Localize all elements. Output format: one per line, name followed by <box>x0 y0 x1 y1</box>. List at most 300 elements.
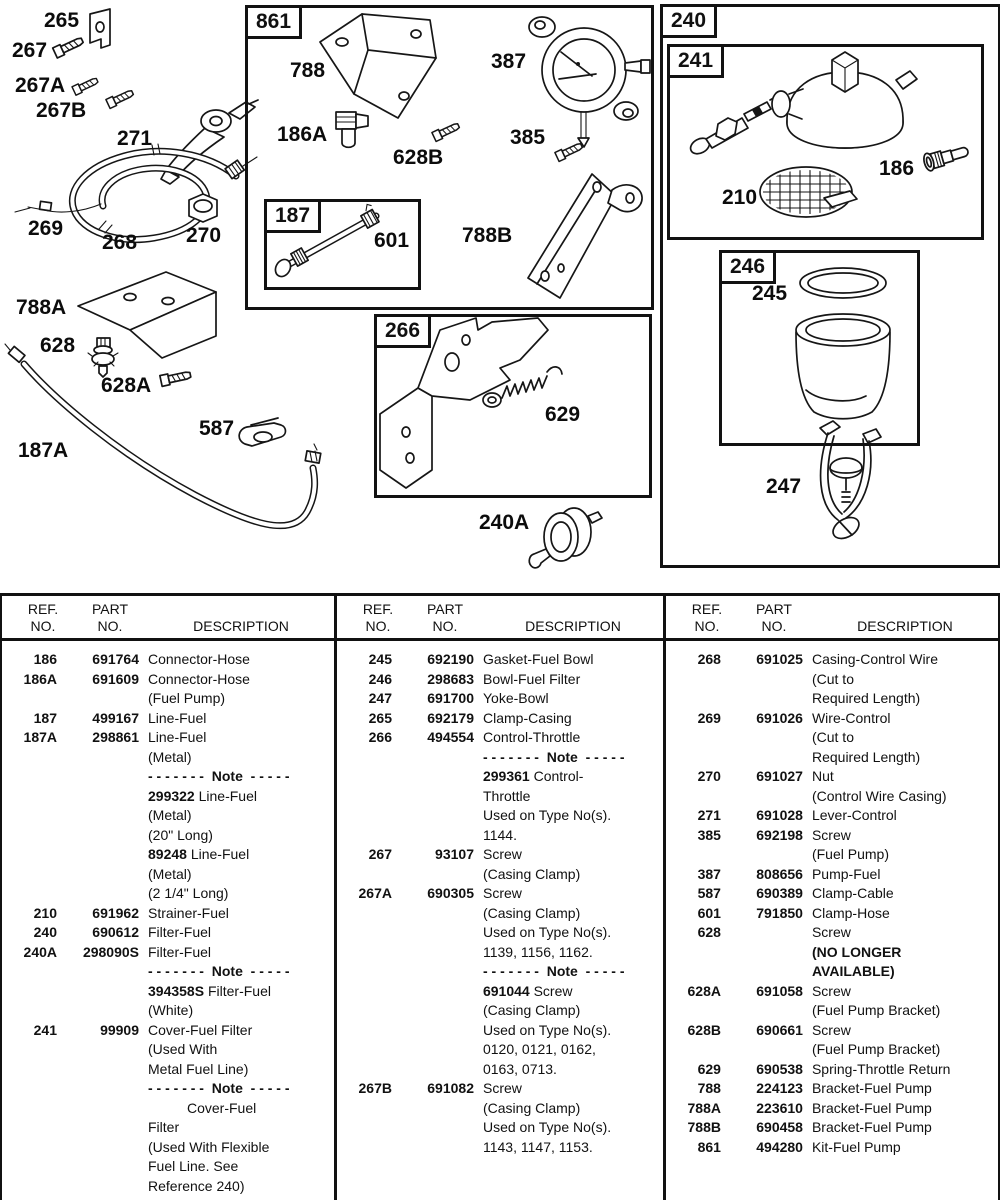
box-label: 861 <box>245 5 302 39</box>
table-row <box>666 650 998 670</box>
table-row <box>2 1157 334 1177</box>
part-no: 691058 <box>756 982 803 999</box>
part-label-628B: 628B <box>393 146 444 169</box>
ref-no: 241 <box>33 1021 57 1038</box>
part-sketch-267B <box>106 88 135 108</box>
column-header: DESCRIPTION <box>857 618 953 634</box>
ref-no: 267B <box>358 1080 392 1096</box>
part-no <box>57 1099 139 1119</box>
ref-no <box>337 904 392 924</box>
table-row <box>2 826 334 846</box>
ref-no <box>2 1001 57 1021</box>
ref-no: 267 <box>368 846 392 862</box>
table-row <box>666 689 998 709</box>
description: Yoke-Bowl <box>482 690 549 706</box>
description: Wire-Control <box>811 709 891 726</box>
description: Line-Fuel <box>148 729 207 745</box>
ref-no: 265 <box>368 709 392 726</box>
part-no <box>57 1157 139 1177</box>
part-label-210: 210 <box>722 186 758 209</box>
part-no <box>57 1079 139 1099</box>
ref-no: 186 <box>33 651 57 667</box>
table-row <box>666 1001 998 1021</box>
description: Required Length) <box>811 690 921 706</box>
table-header-group <box>2 596 334 638</box>
table-row <box>2 1177 334 1197</box>
part-no <box>392 1099 474 1119</box>
ref-no: 861 <box>697 1138 721 1155</box>
ref-no <box>337 943 392 963</box>
ref-no <box>2 806 57 826</box>
part-no <box>57 1040 139 1060</box>
ref-no <box>337 865 392 885</box>
ref-no: 628B <box>687 1021 721 1038</box>
part-label-587: 587 <box>199 417 235 440</box>
table-row <box>337 943 663 963</box>
box-label: 240 <box>660 4 717 38</box>
ref-no: 267A <box>358 885 392 901</box>
ref-no <box>2 1138 57 1158</box>
part-no: 224123 <box>756 1080 803 1096</box>
part-no: 791850 <box>756 904 803 921</box>
part-no <box>392 826 474 846</box>
description: (Cut to <box>811 729 854 745</box>
part-no <box>721 943 803 963</box>
part-label-267B: 267B <box>36 99 87 122</box>
note-divider: - - - - - - - Note - - - - - <box>148 1080 290 1096</box>
description: (Casing Clamp) <box>482 1099 581 1116</box>
part-no: 298090S <box>82 943 139 960</box>
ref-no <box>337 826 392 846</box>
box-label: 241 <box>667 44 724 78</box>
table-row <box>666 884 998 904</box>
table-column-group <box>334 641 666 1200</box>
part-no <box>721 1001 803 1021</box>
table-row <box>2 748 334 768</box>
table-row <box>337 1099 663 1119</box>
ref-no: 240A <box>23 943 57 960</box>
part-no <box>57 1060 139 1080</box>
part-no <box>57 806 139 826</box>
box-label: 266 <box>374 314 431 348</box>
table-row <box>337 650 663 670</box>
part-label-788: 788 <box>290 59 326 82</box>
description: (Used With <box>148 1041 218 1057</box>
table-row <box>2 787 334 807</box>
ref-no <box>337 923 392 943</box>
table-row <box>337 728 663 748</box>
part-label-628A: 628A <box>101 374 152 397</box>
part-sketch-267 <box>53 35 85 58</box>
ref-no: 268 <box>697 651 721 667</box>
ref-no: 240 <box>33 924 57 940</box>
column-header: DESCRIPTION <box>193 618 289 634</box>
table-row <box>666 728 998 748</box>
part-no <box>57 982 139 1002</box>
ref-no: 269 <box>697 709 721 726</box>
table-row <box>337 689 663 709</box>
part-no <box>392 1001 474 1021</box>
ref-no <box>666 689 721 709</box>
part-no: 808656 <box>756 865 803 882</box>
table-row <box>337 1001 663 1021</box>
ref-no: 245 <box>368 651 392 667</box>
table-row <box>2 962 334 982</box>
ref-no: 187A <box>23 729 57 745</box>
ref-no <box>666 787 721 807</box>
ref-no: 387 <box>697 865 721 882</box>
table-row <box>337 865 663 885</box>
table-row <box>2 767 334 787</box>
table-row <box>337 1079 663 1099</box>
description: Filter-Fuel <box>148 924 212 940</box>
ref-no <box>337 748 392 768</box>
table-row <box>337 1118 663 1138</box>
table-row <box>666 1060 998 1080</box>
description: (Fuel Pump Bracket) <box>811 1002 941 1018</box>
part-no <box>392 1118 474 1138</box>
description: Bracket-Fuel Pump <box>811 1119 932 1135</box>
description: 0120, 0121, 0162, <box>482 1041 596 1057</box>
ref-no <box>666 1040 721 1060</box>
ref-no: 587 <box>697 885 721 901</box>
part-no: 691700 <box>427 690 474 706</box>
ref-no <box>2 1157 57 1177</box>
description: Lever-Control <box>811 807 897 823</box>
table-row <box>337 923 663 943</box>
part-no <box>392 1060 474 1080</box>
table-row <box>666 923 998 943</box>
description: Pump-Fuel <box>811 865 881 882</box>
part-label-186A: 186A <box>277 123 328 146</box>
table-row <box>666 982 998 1002</box>
table-row <box>666 1099 998 1119</box>
ref-no <box>2 787 57 807</box>
description: Cover-Fuel Filter <box>148 1021 253 1038</box>
table-row <box>666 670 998 690</box>
description: Screw <box>811 826 851 843</box>
part-label-247: 247 <box>766 475 802 498</box>
ref-no: 628 <box>697 924 721 940</box>
part-no <box>57 748 139 768</box>
table-row <box>2 1001 334 1021</box>
table-row <box>666 904 998 924</box>
ref-no <box>337 767 392 787</box>
part-no: 691082 <box>427 1080 474 1096</box>
part-no <box>392 748 474 768</box>
table-row <box>337 982 663 1002</box>
part-label-240A: 240A <box>479 511 530 534</box>
part-no <box>721 845 803 865</box>
description: Screw <box>482 885 522 901</box>
table-row <box>337 748 663 768</box>
parts-table <box>0 593 1000 1200</box>
box-label: 187 <box>264 199 321 233</box>
description: Cover-Fuel <box>187 1099 257 1116</box>
part-no: 691026 <box>756 709 803 726</box>
table-row <box>666 1040 998 1060</box>
ref-no <box>2 884 57 904</box>
description: Throttle <box>482 787 531 804</box>
ref-no <box>337 787 392 807</box>
table-row <box>2 650 334 670</box>
part-sketch-240A <box>529 508 602 568</box>
note-divider: - - - - - - - Note - - - - - <box>482 748 625 765</box>
part-no <box>721 728 803 748</box>
part-label-788B: 788B <box>462 224 513 247</box>
part-label-788A: 788A <box>16 296 67 319</box>
part-no <box>721 689 803 709</box>
part-label-269: 269 <box>28 217 64 240</box>
box-label: 246 <box>719 250 776 284</box>
description: (2 1/4" Long) <box>148 885 229 901</box>
table-row <box>2 1138 334 1158</box>
part-no <box>392 923 474 943</box>
part-no: 223610 <box>756 1099 803 1116</box>
table-row <box>337 845 663 865</box>
part-no <box>392 806 474 826</box>
ref-no: 385 <box>697 826 721 843</box>
part-label-187A: 187A <box>18 439 69 462</box>
part-no <box>57 1177 139 1197</box>
table-row <box>666 787 998 807</box>
description: Bracket-Fuel Pump <box>811 1099 932 1116</box>
description: 1143, 1147, 1153. <box>482 1138 593 1155</box>
ref-no <box>2 1060 57 1080</box>
part-label-267A: 267A <box>15 74 66 97</box>
ref-no <box>2 1079 57 1099</box>
table-row <box>337 670 663 690</box>
part-no <box>57 884 139 904</box>
description: Gasket-Fuel Bowl <box>482 651 594 667</box>
description: Clamp-Casing <box>482 709 572 726</box>
table-row <box>666 865 998 885</box>
ref-no <box>337 1060 392 1080</box>
part-no <box>57 826 139 846</box>
ref-no <box>2 845 57 865</box>
table-row <box>2 904 334 924</box>
part-no: 691025 <box>756 651 803 667</box>
part-sketch-628 <box>88 338 118 377</box>
part-no <box>57 845 139 865</box>
table-row <box>666 943 998 963</box>
part-no: 494554 <box>427 729 474 745</box>
part-no <box>721 748 803 768</box>
table-row <box>2 1079 334 1099</box>
table-row <box>2 923 334 943</box>
ref-no <box>337 1040 392 1060</box>
table-row <box>666 709 998 729</box>
description: Metal Fuel Line) <box>148 1060 249 1077</box>
description: Kit-Fuel Pump <box>811 1138 901 1155</box>
part-sketch-628A <box>160 369 192 386</box>
description: (Fuel Pump) <box>148 690 226 706</box>
table-column-group <box>666 641 998 1200</box>
description: 691044 Screw <box>482 982 573 999</box>
column-header: PART NO. <box>755 601 792 634</box>
ref-no <box>337 806 392 826</box>
ref-no <box>2 982 57 1002</box>
table-row <box>2 845 334 865</box>
ref-no: 270 <box>697 768 721 784</box>
description: Fuel Line. See <box>148 1158 239 1174</box>
table-row <box>2 1118 334 1138</box>
description: (20" Long) <box>148 826 213 843</box>
table-row <box>337 709 663 729</box>
part-label-245: 245 <box>752 282 788 305</box>
description: Nut <box>811 768 834 784</box>
part-sketch-265 <box>90 9 110 48</box>
callout-box-241 <box>667 44 984 240</box>
part-sketch-267A <box>72 76 99 95</box>
part-label-186: 186 <box>879 157 915 180</box>
table-row <box>337 962 663 982</box>
part-no: 499167 <box>92 709 139 726</box>
table-row <box>2 865 334 885</box>
part-no <box>57 767 139 787</box>
part-sketch-587 <box>239 418 285 446</box>
part-no: 692190 <box>427 651 474 667</box>
description: (Casing Clamp) <box>482 904 581 921</box>
description: 394358S Filter-Fuel <box>148 982 271 999</box>
description: Control-Throttle <box>482 729 581 745</box>
part-no: 690389 <box>756 885 803 901</box>
part-no <box>57 1118 139 1138</box>
part-no: 298861 <box>92 729 139 745</box>
part-no: 690458 <box>756 1119 803 1135</box>
part-no <box>57 1138 139 1158</box>
description: (Cut to <box>811 670 854 687</box>
ref-no: 187 <box>33 709 57 726</box>
table-row <box>337 904 663 924</box>
description: Clamp-Cable <box>811 885 894 901</box>
description: Casing-Control Wire <box>811 651 939 667</box>
part-no <box>721 670 803 690</box>
ref-no <box>2 689 57 709</box>
callout-box-266 <box>374 314 652 498</box>
description: Screw <box>811 1021 851 1038</box>
part-no: 691962 <box>92 904 139 921</box>
description: 1139, 1156, 1162. <box>482 943 593 960</box>
part-label-629: 629 <box>545 403 581 426</box>
table-row <box>337 884 663 904</box>
part-no <box>57 962 139 982</box>
part-no <box>721 1040 803 1060</box>
description: Reference 240) <box>148 1177 245 1194</box>
ref-no <box>337 1099 392 1119</box>
description: Screw <box>482 846 522 862</box>
description: Filter <box>148 1119 180 1135</box>
ref-no: 266 <box>368 729 392 745</box>
table-row <box>666 826 998 846</box>
ref-no <box>666 943 721 963</box>
table-row <box>2 689 334 709</box>
ref-no <box>337 1021 392 1041</box>
part-no <box>392 1021 474 1041</box>
part-label-270: 270 <box>186 224 222 247</box>
ref-no <box>2 865 57 885</box>
ref-no: 210 <box>33 904 57 921</box>
description: 299322 Line-Fuel <box>148 787 257 804</box>
part-no <box>721 923 803 943</box>
description: Connector-Hose <box>148 670 250 687</box>
description: Spring-Throttle Return <box>811 1060 951 1077</box>
part-no: 494280 <box>756 1138 803 1155</box>
description: (Casing Clamp) <box>482 865 581 882</box>
description: (Metal) <box>148 748 192 765</box>
table-row <box>2 670 334 690</box>
ref-no <box>337 1001 392 1021</box>
column-header: REF. NO. <box>691 601 723 634</box>
ref-no: 186A <box>23 670 57 687</box>
ref-no: 788 <box>697 1080 721 1096</box>
part-no <box>57 865 139 885</box>
part-no <box>392 787 474 807</box>
description: Connector-Hose <box>148 651 250 667</box>
part-no: 99909 <box>100 1021 139 1038</box>
description: (Metal) <box>148 807 192 823</box>
description: Used on Type No(s). <box>482 1021 612 1038</box>
table-row <box>2 1040 334 1060</box>
ref-no <box>2 1099 57 1119</box>
description: 299361 Control- <box>482 768 584 784</box>
description: (Metal) <box>148 865 192 882</box>
ref-no: 628A <box>687 982 721 999</box>
description: 89248 Line-Fuel <box>148 846 250 862</box>
table-row <box>666 1118 998 1138</box>
ref-no <box>337 1138 392 1158</box>
part-no: 690612 <box>92 924 139 940</box>
description: Required Length) <box>811 748 921 765</box>
table-row <box>2 943 334 963</box>
description: Bowl-Fuel Filter <box>482 670 581 687</box>
description: (Casing Clamp) <box>482 1002 581 1018</box>
table-row <box>2 709 334 729</box>
part-no <box>392 767 474 787</box>
note-divider: - - - - - - - Note - - - - - <box>148 963 290 979</box>
description: 1144. <box>482 826 517 843</box>
part-label-628: 628 <box>40 334 76 357</box>
ref-no: 601 <box>697 904 721 921</box>
table-header-group <box>334 596 666 638</box>
description: (Fuel Pump Bracket) <box>811 1041 941 1057</box>
table-header-group <box>666 596 998 638</box>
ref-no <box>666 962 721 982</box>
description: Clamp-Hose <box>811 904 890 921</box>
part-no <box>57 787 139 807</box>
part-no: 692179 <box>427 709 474 726</box>
part-no <box>721 787 803 807</box>
description: Screw <box>811 924 851 940</box>
description: 0163, 0713. <box>482 1060 557 1077</box>
part-label-601: 601 <box>374 229 410 252</box>
column-header: DESCRIPTION <box>525 618 621 634</box>
table-row <box>666 845 998 865</box>
column-header: PART NO. <box>426 601 463 634</box>
table-row <box>337 787 663 807</box>
part-label-385: 385 <box>510 126 546 149</box>
ref-no <box>337 962 392 982</box>
part-no: 691609 <box>92 670 139 687</box>
ref-no <box>2 1118 57 1138</box>
description: Line-Fuel <box>148 709 207 726</box>
note-divider: - - - - - - - Note - - - - - <box>482 963 625 979</box>
table-row <box>337 806 663 826</box>
part-sketch-270 <box>189 194 217 222</box>
ref-no <box>337 1118 392 1138</box>
table-row <box>666 1079 998 1099</box>
diagram <box>0 0 1000 593</box>
